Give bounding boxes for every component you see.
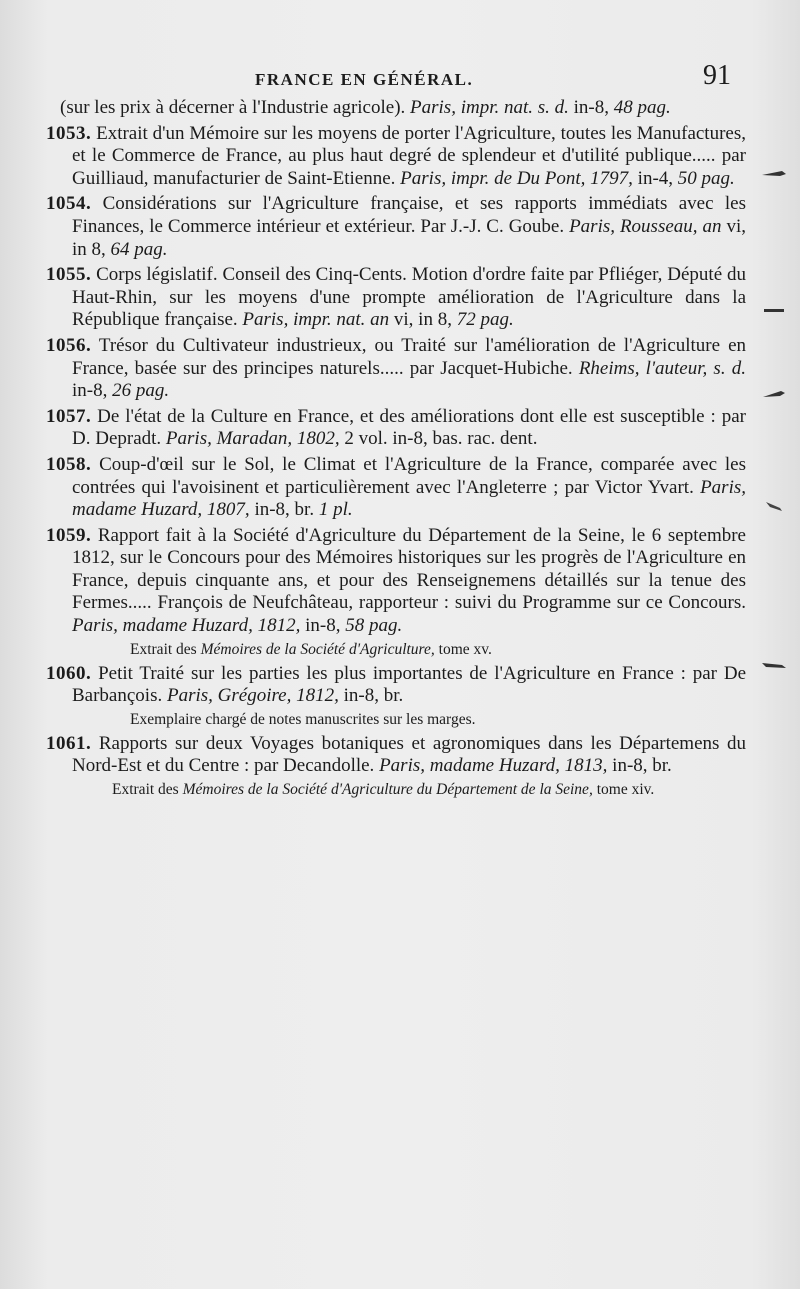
entry-1057: 1057. De l'état de la Culture en France, et des améliorations dont elle est susceptible : par D. Depradt. Paris, Maradan, 1802, 2 vol. in-8, bas. rac. dent. xyxy=(46,405,746,450)
entry-1055: 1055. Corps législatif. Conseil des Cinq-Cents. Motion d'ordre faite par Pfliéger, Député du Haut-Rhin, sur les moyens d'une prompte amélioration de l'Agriculture dans la République française. Paris, impr. nat. an vi, in 8, 72 pag. xyxy=(46,264,746,331)
entry-1059: 1059. Rapport fait à la Société d'Agriculture du Département de la Seine, le 6 septembre 1812, sur le Concours pour des Mémoires historiques sur les progrès de l'Agriculture en France, depuis cinquante ans, et pour des Renseignemens détaillés sur la tenue des Fermes..... François de Neufchâteau, rapporteur : suivi du Programme sur ce Concours. Paris, madame Huzard, 1812, in-8, 58 pag. xyxy=(46,524,746,637)
entry-1060: 1060. Petit Traité sur les parties les plus importantes de l'Agriculture en France : par De Barbançois. Paris, Grégoire, 1812, in-8, br. xyxy=(46,662,746,707)
entry-1058: 1058. Coup-d'œil sur le Sol, le Climat et l'Agriculture de la France, comparée avec les contrées qui l'avoisinent et particulièrement avec l'Angleterre ; par Victor Yvart. Paris, madame Huzard, 1807, in-8, br. 1 pl. xyxy=(46,453,746,521)
margin-pencil-mark-icon xyxy=(760,387,788,401)
note-1059: Extrait des Mémoires de la Société d'Agriculture, tome xv. xyxy=(130,640,492,658)
entry-1061: 1061. Rapports sur deux Voyages botaniques et agronomiques dans les Départemens du Nord-Est et du Centre : par Decandolle. Paris, madame Huzard, 1813, in-8, br. xyxy=(46,732,746,777)
running-head: FRANCE EN GÉNÉRAL. xyxy=(255,70,474,89)
entry-1054: 1054. Considérations sur l'Agriculture française, et ses rapports immédiats avec les Finances, le Commerce intérieur et extérieur. Par J.-J. C. Goube. Paris, Rousseau, an vi, in 8, 64 pag. xyxy=(46,193,746,260)
margin-pencil-mark-icon xyxy=(760,166,788,180)
entry-1056: 1056. Trésor du Cultivateur industrieux, ou Traité sur l'amélioration de l'Agriculture en France, basée sur des principes naturels..... par Jacquet-Hubiche. Rheims, l'auteur, s. d. in-8, 26 pag. xyxy=(46,334,747,402)
note-1061: Extrait des Mémoires de la Société d'Agriculture du Département de la Seine, tome xiv. xyxy=(112,781,655,799)
note-1060: Exemplaire chargé de notes manuscrites sur les marges. xyxy=(130,710,476,728)
entry-1053: 1053. Extrait d'un Mémoire sur les moyens de porter l'Agriculture, toutes les Manufactures, et le Commerce de France, au plus haut degré de splendeur et d'utilité publique..... par Guilliaud, manufacturier de Saint-Etienne. Paris, impr. de Du Pont, 1797, in-4, 50 pag. xyxy=(46,122,746,189)
margin-pencil-mark-icon xyxy=(760,499,788,513)
margin-pencil-mark-icon xyxy=(760,303,788,317)
bibliography-list xyxy=(46,97,746,803)
entry-continuation: (sur les prix à décerner à l'Industrie agricole). Paris, impr. nat. s. d. in-8, 48 pag. xyxy=(60,97,671,118)
margin-pencil-mark-icon xyxy=(760,658,788,672)
page-header xyxy=(0,60,800,96)
page-number: 91 xyxy=(703,60,731,91)
